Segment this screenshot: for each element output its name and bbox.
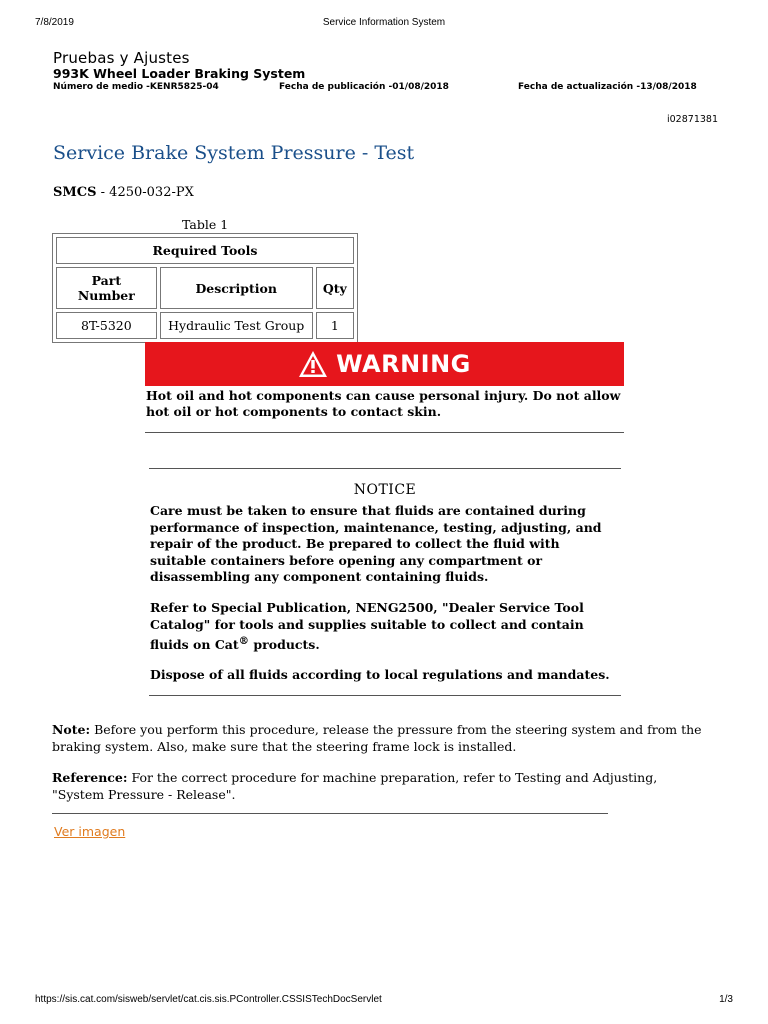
document-subtitle: 993K Wheel Loader Braking System [53,66,306,81]
page-number: 1/3 [719,994,733,1005]
column-header-part-number: Part Number [56,267,157,309]
smcs-label: SMCS [53,185,97,200]
notice-heading: NOTICE [353,482,417,498]
required-tools-table [52,233,358,343]
table-caption: Table 1 [182,217,229,232]
notice-reference-text: Refer to Special Publication, NENG2500, "Dealer Service Tool Catalog" for tools and supplies suitable to collect and contain fluids on Cat [150,600,584,653]
reference-text: For the correct procedure for machine preparation, refer to Testing and Adjusting, "System Pressure - Release". [52,770,658,802]
table-heading: Required Tools [56,237,354,264]
media-number: Número de medio -KENR5825-04 [53,82,219,92]
document-id: i02871381 [667,114,718,125]
registered-mark: ® [238,635,250,647]
print-date: 7/8/2019 [35,17,74,28]
publication-date: Fecha de publicación -01/08/2018 [279,82,449,92]
update-date: Fecha de actualización -13/08/2018 [518,82,697,92]
print-title: Service Information System [322,17,446,28]
column-header-qty: Qty [316,267,354,309]
section-divider [52,813,608,814]
warning-triangle-icon [298,350,328,378]
note-paragraph [52,721,712,755]
document-type: Pruebas y Ajustes [53,49,190,67]
cell-description: Hydraulic Test Group [160,312,313,339]
reference-paragraph [52,769,712,803]
warning-banner [145,342,624,386]
warning-text: Hot oil and hot components can cause personal injury. Do not allow hot oil or hot components to contact skin. [146,388,621,419]
cell-part-number: 8T-5320 [56,312,157,339]
footer-url: https://sis.cat.com/sisweb/servlet/cat.cis.sis.PController.CSSISTechDocServlet [35,994,382,1005]
notice-paragraph: Care must be taken to ensure that fluids are contained during performance of inspection, maintenance, testing, adjusting, and repair of the product. Be prepared to collect the fluid with suitable containers before opening any compartment or disassembling any component containing fluids. [150,503,602,584]
notice-top-divider [149,468,621,469]
view-image-link[interactable]: Ver imagen [54,824,126,839]
notice-paragraph [150,600,620,654]
notice-paragraph: Dispose of all fluids according to local regulations and mandates. [150,667,610,682]
table-row [56,312,354,339]
note-label: Note: [52,722,91,737]
column-header-description: Description [160,267,313,309]
smcs-value: - 4250-032-PX [96,185,194,200]
warning-label: WARNING [336,350,471,378]
notice-bottom-divider [149,695,621,696]
reference-label: Reference: [52,770,128,785]
smcs-code [53,185,194,200]
notice-reference-end: products. [249,637,320,653]
warning-divider [145,432,624,433]
cell-qty: 1 [316,312,354,339]
note-text: Before you perform this procedure, release the pressure from the steering system and from the braking system. Also, make sure that the steering frame lock is installed. [52,722,702,754]
page-title: Service Brake System Pressure - Test [53,142,415,164]
